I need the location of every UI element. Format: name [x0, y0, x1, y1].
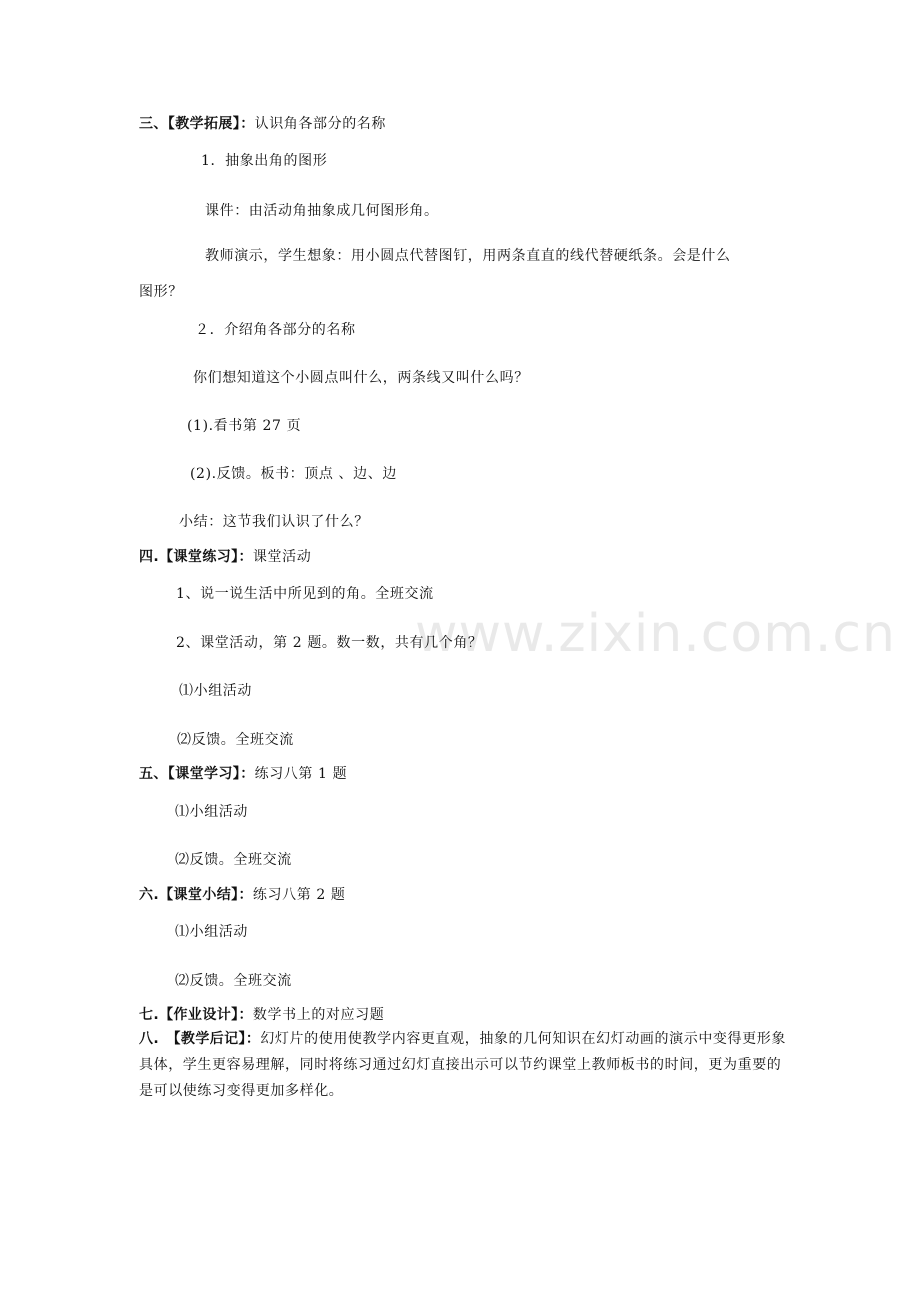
section-3-summary: 小结：这节我们认识了什么？ — [179, 514, 369, 530]
section-5-sub-1: ⑴小组活动 — [175, 804, 248, 820]
section-4-sub-1: ⑴小组活动 — [179, 683, 252, 699]
watermark-text: www.zixin.com.cn — [415, 604, 896, 664]
section-5-sub-2: ⑵反馈。全班交流 — [175, 852, 292, 868]
section-4-line — [139, 547, 311, 567]
section-8-text: 幻灯片的使用使教学内容更直观，抽象的几何知识在幻灯动画的演示中变得更形象具体，学生更容易理解，同时将练习通过幻灯直接出示可以节约课堂上教师板书的时间，更为重要的是可以使练习变得更加多样化。 — [139, 1031, 786, 1099]
section-4-item-1: 1、说一说生活中所见到的角。全班交流 — [176, 586, 434, 602]
section-3-step-1: (1).看书第 27 页 — [187, 418, 302, 434]
section-3-demo-line-1: 教师演示，学生想象：用小圆点代替图钉，用两条直直的线代替硬纸条。会是什么 — [205, 248, 731, 264]
section-5-heading: 五、【课堂学习】： — [139, 766, 255, 782]
section-8-heading: 八. 【教学后记】： — [139, 1031, 261, 1047]
section-6-heading: 六.【课堂小结】： — [139, 887, 253, 903]
section-6-line — [139, 885, 346, 905]
section-5-text: 练习八第 1 题 — [254, 766, 348, 782]
section-4-item-2: 2、课堂活动，第 2 题。数一数，共有几个角？ — [176, 635, 483, 651]
section-3-question: 你们想知道这个小圆点叫什么，两条线又叫什么吗？ — [193, 370, 529, 386]
section-3-text: 认识角各部分的名称 — [254, 116, 387, 132]
section-3-item-1: 1．抽象出角的图形 — [201, 153, 328, 169]
section-3-item-2: ２．介绍角各部分的名称 — [195, 322, 356, 338]
section-4-text: 课堂活动 — [252, 549, 312, 565]
section-3-demo-line-2: 图形？ — [139, 284, 183, 300]
section-7-heading: 七.【作业设计】： — [139, 1007, 253, 1023]
section-3-heading: 三、【教学拓展】： — [139, 116, 255, 132]
section-6-sub-1: ⑴小组活动 — [175, 924, 248, 940]
section-3-step-2: (2).反馈。板书：顶点 、边、边 — [190, 466, 397, 482]
section-8-paragraph — [139, 1026, 787, 1104]
section-4-heading: 四.【课堂练习】： — [139, 549, 253, 565]
section-6-sub-2: ⑵反馈。全班交流 — [175, 973, 292, 989]
section-7-line — [139, 1005, 384, 1025]
section-3-line — [139, 114, 386, 134]
section-3-courseware: 课件：由活动角抽象成几何图形角。 — [205, 203, 439, 219]
section-4-sub-2: ⑵反馈。全班交流 — [177, 732, 294, 748]
section-7-text: 数学书上的对应习题 — [252, 1007, 385, 1023]
section-6-text: 练习八第 2 题 — [252, 887, 346, 903]
section-5-line — [139, 764, 347, 784]
